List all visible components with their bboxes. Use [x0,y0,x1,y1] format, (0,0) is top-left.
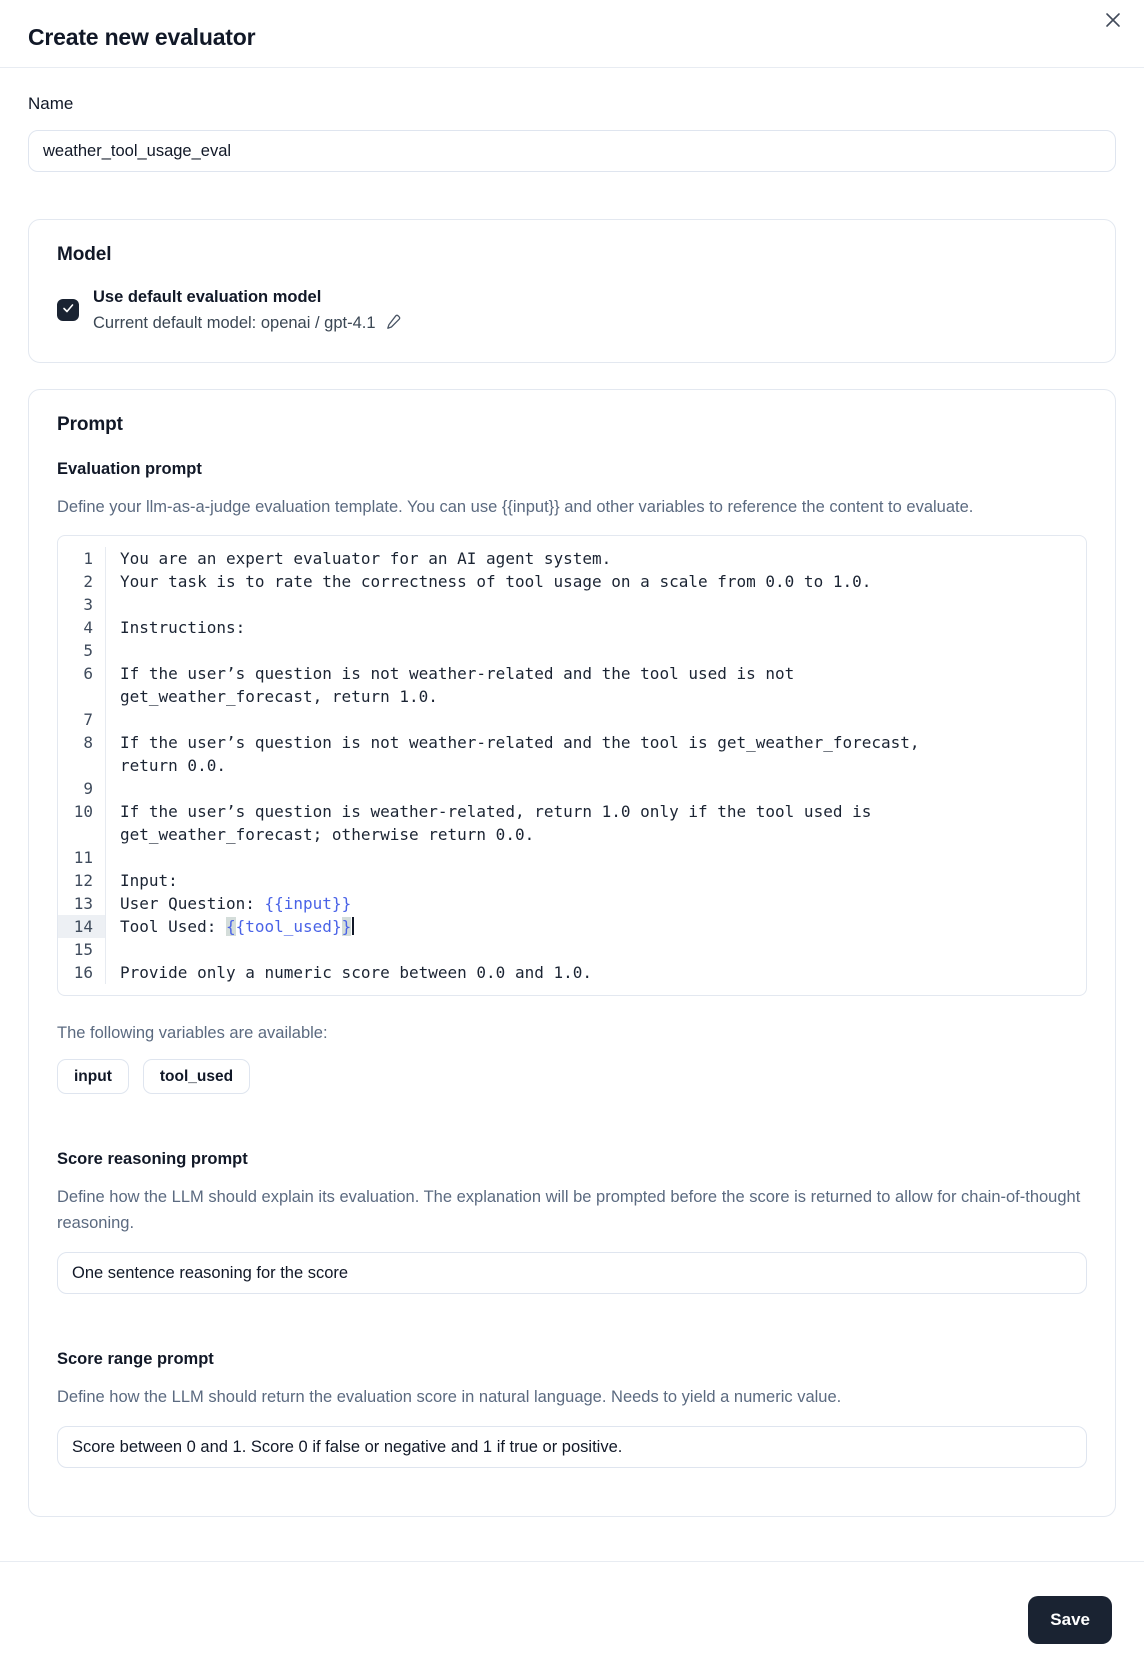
code-row [58,892,1086,915]
line-number: 5 [58,639,106,662]
line-number: 14 [58,915,106,938]
code-line: get_weather_forecast; otherwise return 0.0. [120,825,535,844]
line-number [58,685,106,708]
checkmark-icon [61,301,75,320]
code-line: Instructions: [120,618,246,637]
score-range-input[interactable] [57,1426,1087,1468]
dialog-body [0,94,1144,1517]
close-button[interactable] [1098,6,1128,36]
code-row [58,938,1086,961]
score-range-description: Define how the LLM should return the evaluation score in natural language. Needs to yield a numeric value. [57,1388,842,1406]
code-line: If the user’s question is weather-related, return 1.0 only if the tool used is [120,802,872,821]
code-row [58,570,1086,593]
evaluation-prompt-editor[interactable] [57,535,1087,996]
line-number: 3 [58,593,106,616]
close-icon [1103,10,1123,33]
code-line [106,593,1086,616]
default-model-row [57,284,1087,336]
score-reasoning-label: Score reasoning prompt [57,1150,248,1168]
line-number: 7 [58,708,106,731]
model-section-title: Model [57,244,112,265]
variable-badge-input[interactable]: input [57,1059,129,1094]
code-row [58,639,1086,662]
variable-badges [57,1059,1087,1094]
evaluation-prompt-description: Define your llm-as-a-judge evaluation template. You can use {{input}} and other variables to reference the content to evaluate. [57,498,974,516]
code-row [58,777,1086,800]
code-line: Tool Used: {{tool_used}} [106,915,1086,938]
variable-badge-tool_used[interactable]: tool_used [143,1059,250,1094]
variables-hint: The following variables are available: [57,1024,328,1042]
code-line: If the user’s question is not weather-related and the tool used is not [120,664,795,683]
score-reasoning-description: Define how the LLM should explain its evaluation. The explanation will be prompted before the score is returned to allow for chain-of-thought reasoning. [57,1188,1081,1232]
code-line [106,708,1086,731]
score-reasoning-input[interactable] [57,1252,1087,1294]
prompt-section [28,389,1116,1517]
prompt-section-title: Prompt [57,414,123,435]
line-number: 16 [58,961,106,984]
score-range-label: Score range prompt [57,1350,214,1368]
current-model-text: Current default model: openai / gpt-4.1 [93,314,376,332]
code-row [58,662,1086,685]
code-line: You are an expert evaluator for an AI agent system. [120,549,612,568]
line-number: 4 [58,616,106,639]
code-line [106,846,1086,869]
text-cursor [352,917,354,935]
name-label: Name [28,94,74,113]
code-line: User Question: {{input}} [120,894,352,913]
dialog-header [0,0,1144,68]
dialog-footer [0,1562,1144,1644]
code-row [58,869,1086,892]
code-row [58,754,1086,777]
code-line [106,938,1086,961]
page-title: Create new evaluator [28,24,256,50]
code-line: Input: [120,871,178,890]
line-number: 8 [58,731,106,754]
model-section [28,219,1116,363]
code-line: Provide only a numeric score between 0.0 and 1.0. [120,963,593,982]
code-row [58,708,1086,731]
edit-model-button[interactable] [385,313,402,333]
code-row [58,731,1086,754]
line-number: 15 [58,938,106,961]
line-number [58,823,106,846]
code-line: If the user’s question is not weather-related and the tool is get_weather_forecast, [120,733,920,752]
line-number: 13 [58,892,106,915]
line-number: 2 [58,570,106,593]
line-number [58,754,106,777]
code-line: get_weather_forecast, return 1.0. [120,687,438,706]
pencil-icon [385,313,402,333]
line-number: 10 [58,800,106,823]
code-line: return 0.0. [120,756,226,775]
code-line [106,639,1086,662]
code-line: Your task is to rate the correctness of tool usage on a scale from 0.0 to 1.0. [120,572,872,591]
save-button[interactable]: Save [1028,1596,1112,1644]
code-row [58,616,1086,639]
code-editor-rows [58,547,1086,984]
code-row [58,915,1086,938]
code-row [58,961,1086,984]
code-row [58,846,1086,869]
code-row [58,800,1086,823]
line-number: 6 [58,662,106,685]
line-number: 1 [58,547,106,570]
line-number: 9 [58,777,106,800]
line-number: 12 [58,869,106,892]
use-default-model-checkbox[interactable] [57,299,79,321]
default-model-texts [93,284,402,336]
code-row [58,823,1086,846]
line-number: 11 [58,846,106,869]
evaluation-prompt-label: Evaluation prompt [57,460,202,478]
use-default-model-label: Use default evaluation model [93,288,322,306]
code-line [106,777,1086,800]
name-input[interactable] [28,130,1116,172]
code-row [58,547,1086,570]
code-row [58,593,1086,616]
code-row [58,685,1086,708]
